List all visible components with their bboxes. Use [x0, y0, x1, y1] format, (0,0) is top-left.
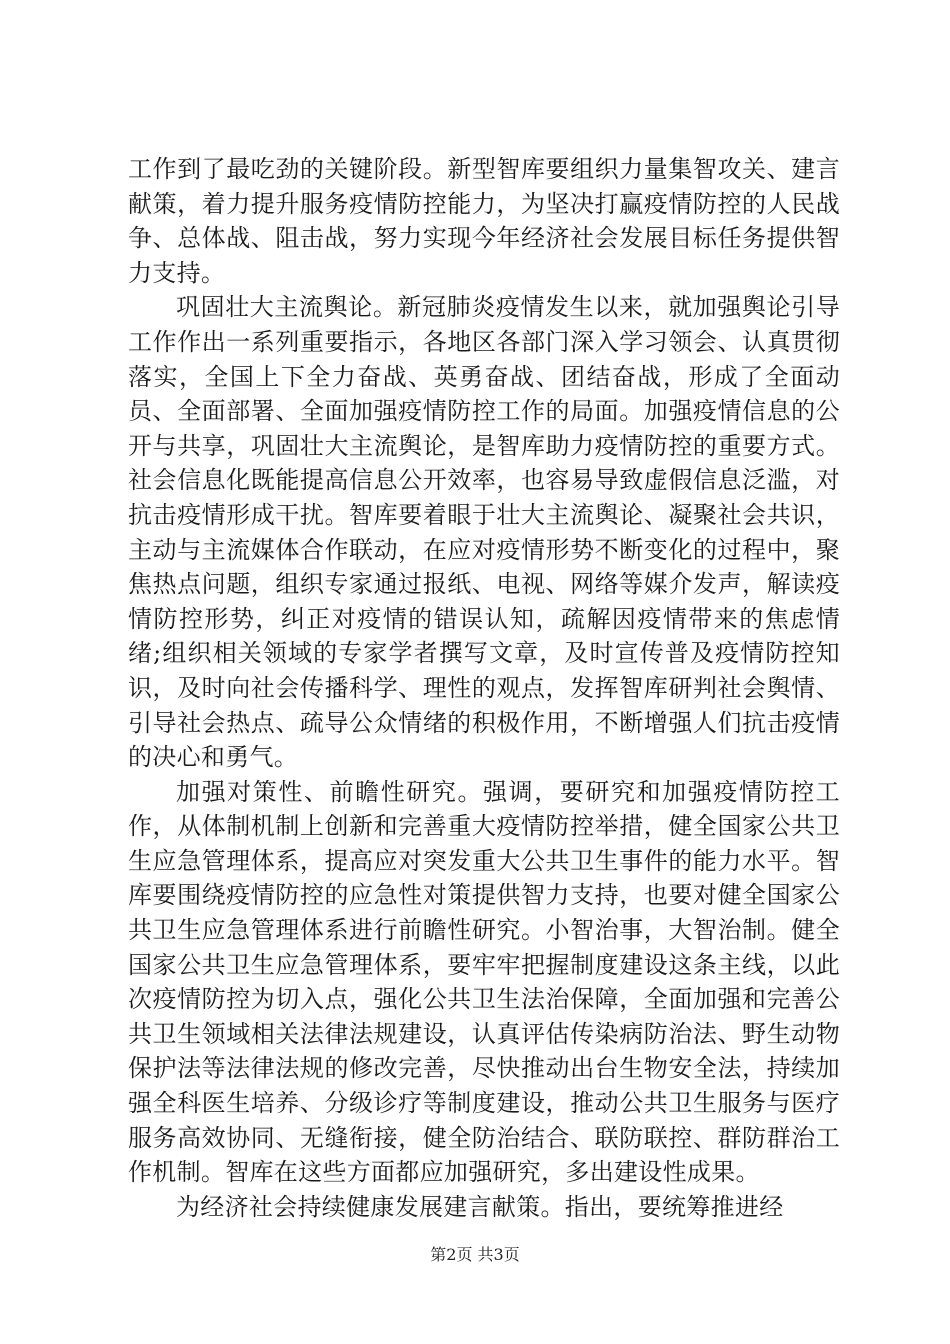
page-footer — [0, 1245, 950, 1265]
paragraph-2: 巩固壮大主流舆论。新冠肺炎疫情发生以来，就加强舆论引导工作作出一系列重要指示，各地区各部门深入学习领会、认真贯彻落实，全国上下全力奋战、英勇奋战、团结奋战，形成了全面动员、全面部署、全面加强疫情防控工作的局面。加强疫情信息的公开与共享，巩固壮大主流舆论，是智库助力疫情防控的重要方式。社会信息化既能提高信息公开效率，也容易导致虚假信息泛滥，对抗击疫情形成干扰。智库要着眼于壮大主流舆论、凝聚社会共识，主动与主流媒体合作联动，在应对疫情形势不断变化的过程中，聚焦热点问题，组织专家通过报纸、电视、网络等媒介发声，解读疫情防控形势，纠正对疫情的错误认知，疏解因疫情带来的焦虑情绪;组织相关领域的专家学者撰写文章，及时宣传普及疫情防控知识，及时向社会传播科学、理性的观点，发挥智库研判社会舆情、引导社会热点、疏导公众情绪的积极作用，不断增强人们抗击疫情的决心和勇气。 — [128, 293, 840, 772]
paragraph-3: 加强对策性、前瞻性研究。强调，要研究和加强疫情防控工作，从体制机制上创新和完善重大疫情防控举措，健全国家公共卫生应急管理体系，提高应对突发重大公共卫生事件的能力水平。智库要围绕疫情防控的应急性对策提供智力支持，也要对健全国家公共卫生应急管理体系进行前瞻性研究。小智治事，大智治制。健全国家公共卫生应急管理体系，要牢牢把握制度建设这条主线，以此次疫情防控为切入点，强化公共卫生法治保障，全面加强和完善公共卫生领域相关法律法规建设，认真评估传染病防治法、野生动物保护法等法律法规的修改完善，尽快推动出台生物安全法，持续加强全科医生培养、分级诊疗等制度建设，推动公共卫生服务与医疗服务高效协同、无缝衔接，健全防治结合、联防联控、群防群治工作机制。智库在这些方面都应加强研究，多出建设性成果。 — [128, 777, 840, 1187]
page-number-label: 第2页 共3页 — [430, 1245, 520, 1264]
paragraph-1: 工作到了最吃劲的关键阶段。新型智库要组织力量集智攻关、建言献策，着力提升服务疫情防控能力，为坚决打赢疫情防控的人民战争、总体战、阻击战，努力实现今年经济社会发展目标任务提供智力支持。 — [128, 155, 840, 287]
paragraph-4: 为经济社会持续健康发展建言献策。指出，要统筹推进经 — [176, 1192, 784, 1221]
document-body — [128, 152, 840, 1224]
